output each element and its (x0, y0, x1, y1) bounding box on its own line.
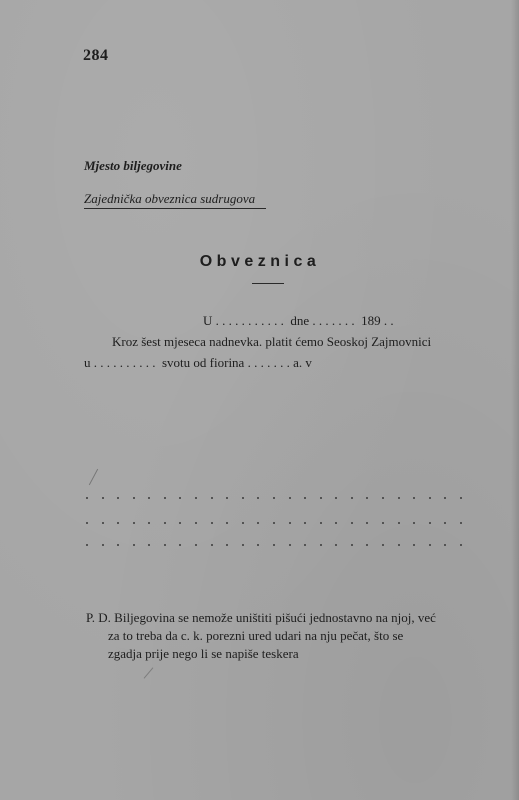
dot (351, 522, 353, 524)
bond-type-label: Zajednička obveznica sudrugova (84, 191, 256, 206)
page-edge-shadow (511, 0, 519, 800)
dot (179, 544, 181, 546)
signature-dotted-line (86, 520, 462, 526)
dot (320, 497, 322, 499)
page-number: 284 (83, 47, 109, 64)
dot (366, 497, 368, 499)
document-title: Obveznica (199, 253, 321, 270)
dot (304, 544, 306, 546)
dot (429, 497, 431, 499)
dot (226, 522, 228, 524)
dot (304, 497, 306, 499)
dot (148, 544, 150, 546)
dot (179, 522, 181, 524)
dot (211, 522, 213, 524)
dot (335, 497, 337, 499)
dot (366, 522, 368, 524)
form-line-promise: Kroz šest mjeseca nadnevka. platit ćemo Seoskoj Zajmovnici (112, 334, 432, 349)
dot (304, 522, 306, 524)
dot (195, 522, 197, 524)
pencil-mark (89, 469, 98, 485)
dot (102, 497, 104, 499)
form-line-place-date: U . . . . . . . . . . . dne . . . . . . . 189 . . (203, 313, 394, 328)
dot (289, 497, 291, 499)
signature-dotted-line (86, 542, 462, 548)
dot (366, 544, 368, 546)
dot (117, 497, 119, 499)
dot (164, 497, 166, 499)
dot (429, 522, 431, 524)
dot (289, 544, 291, 546)
footnote-line: za to treba da c. k. porezni ured udari na nju pečat, što se (108, 628, 404, 643)
stamp-place-label: Mjesto biljegovine (84, 158, 182, 173)
form-line-amount: u . . . . . . . . . . svotu od fiorina . . . . . . . a. v (84, 355, 312, 370)
pencil-mark (144, 667, 154, 678)
dot (257, 522, 259, 524)
dot (460, 497, 462, 499)
dot (86, 497, 88, 499)
dot (398, 522, 400, 524)
dot (242, 522, 244, 524)
dot (164, 522, 166, 524)
footnote (86, 609, 464, 663)
dot (133, 544, 135, 546)
dot (335, 544, 337, 546)
dot (211, 544, 213, 546)
dot (102, 522, 104, 524)
dot (413, 522, 415, 524)
dot (86, 544, 88, 546)
dot (444, 544, 446, 546)
dot (148, 497, 150, 499)
dot (226, 544, 228, 546)
signature-dotted-line (86, 495, 462, 501)
dot (382, 544, 384, 546)
dot (117, 544, 119, 546)
title-rule (252, 283, 284, 284)
dot (273, 544, 275, 546)
dot (335, 522, 337, 524)
dot (102, 544, 104, 546)
dot (429, 544, 431, 546)
dot (242, 544, 244, 546)
dot (133, 497, 135, 499)
dot (226, 497, 228, 499)
dot (398, 497, 400, 499)
dot (273, 497, 275, 499)
footnote-line: zgadja prije nego li se napiše teskera (108, 646, 299, 661)
dot (444, 497, 446, 499)
dot (164, 544, 166, 546)
dot (117, 522, 119, 524)
dot (289, 522, 291, 524)
dot (257, 544, 259, 546)
footnote-line: P. D. Biljegovina se nemože uništiti pišući jednostavno na njoj, već (86, 610, 436, 625)
dot (195, 497, 197, 499)
dot (195, 544, 197, 546)
dot (460, 544, 462, 546)
dot (257, 497, 259, 499)
dot (444, 522, 446, 524)
dot (351, 497, 353, 499)
dot (413, 497, 415, 499)
dot (320, 544, 322, 546)
dot (273, 522, 275, 524)
dot (242, 497, 244, 499)
dot (351, 544, 353, 546)
dot (382, 522, 384, 524)
dot (148, 522, 150, 524)
dot (179, 497, 181, 499)
dot (320, 522, 322, 524)
dot (211, 497, 213, 499)
dot (382, 497, 384, 499)
dot (133, 522, 135, 524)
bond-label-underline (84, 208, 266, 209)
dot (460, 522, 462, 524)
dot (86, 522, 88, 524)
dot (413, 544, 415, 546)
dot (398, 544, 400, 546)
